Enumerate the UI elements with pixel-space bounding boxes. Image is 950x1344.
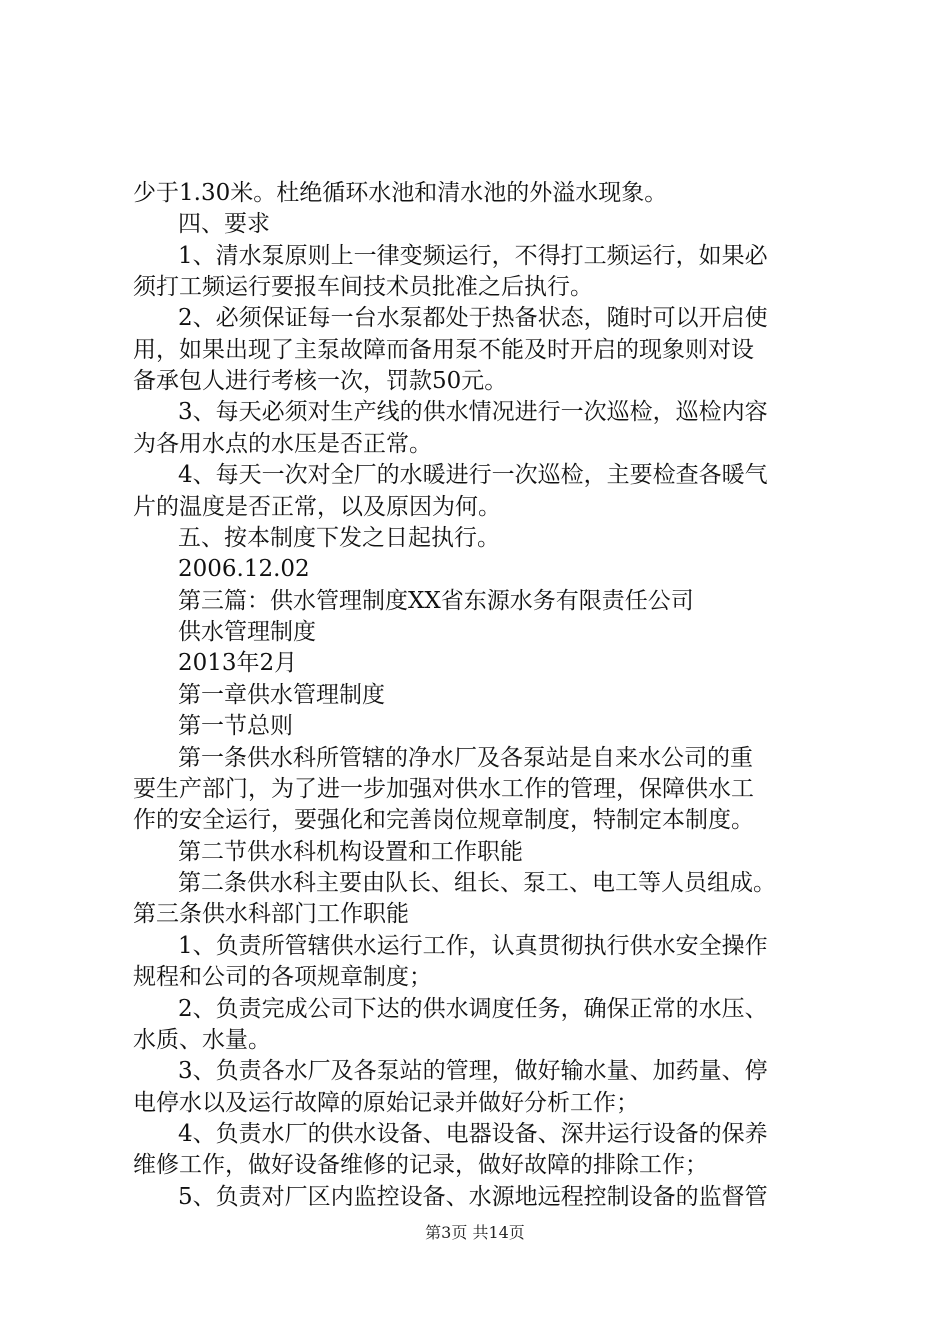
text-line: 3、每天必须对生产线的供水情况进行一次巡检，巡检内容 xyxy=(178,399,768,425)
page-number-footer: 第3页 共14页 xyxy=(425,1223,525,1242)
text-line: 1、清水泵原则上一律变频运行，不得打工频运行，如果必 xyxy=(178,243,768,269)
text-line: 第二条供水科主要由队长、组长、泵工、电工等人员组成。 xyxy=(178,870,776,896)
text-line: 备承包人进行考核一次，罚款50元。 xyxy=(133,368,508,394)
section-heading: 第一节总则 xyxy=(178,713,293,739)
text-line: 电停水以及运行故障的原始记录并做好分析工作； xyxy=(133,1090,639,1116)
section-heading: 四、要求 xyxy=(178,211,270,237)
section-heading: 五、按本制度下发之日起执行。 xyxy=(178,525,500,551)
text-line: 3、负责各水厂及各泵站的管理，做好输水量、加药量、停 xyxy=(178,1058,768,1084)
section-heading: 第二节供水科机构设置和工作职能 xyxy=(178,839,523,865)
text-line: 1、负责所管辖供水运行工作，认真贯彻执行供水安全操作 xyxy=(178,933,768,959)
text-line: 维修工作，做好设备维修的记录，做好故障的排除工作； xyxy=(133,1152,708,1178)
text-line: 2、必须保证每一台水泵都处于热备状态，随时可以开启使 xyxy=(178,305,768,331)
text-line: 片的温度是否正常，以及原因为何。 xyxy=(133,494,501,520)
text-line: 要生产部门，为了进一步加强对供水工作的管理，保障供水工 xyxy=(133,776,754,802)
text-line: 5、负责对厂区内监控设备、水源地远程控制设备的监督管 xyxy=(178,1184,768,1210)
chapter-heading: 第一章供水管理制度 xyxy=(178,682,385,708)
text-line: 4、负责水厂的供水设备、电器设备、深井运行设备的保养 xyxy=(178,1121,768,1147)
text-line: 规程和公司的各项规章制度； xyxy=(133,964,432,990)
text-line: 用，如果出现了主泵故障而备用泵不能及时开启的现象则对设 xyxy=(133,337,754,363)
date-line: 2013年2月 xyxy=(178,650,298,676)
text-line: 作的安全运行，要强化和完善岗位规章制度，特制定本制度。 xyxy=(133,807,754,833)
text-line: 水质、水量。 xyxy=(133,1027,271,1053)
text-line: 少于1.30米。杜绝循环水池和清水池的外溢水现象。 xyxy=(133,180,668,206)
document-title: 供水管理制度 xyxy=(178,619,316,645)
text-line: 4、每天一次对全厂的水暖进行一次巡检，主要检查各暖气 xyxy=(178,462,768,488)
date-line: 2006.12.02 xyxy=(178,556,310,582)
text-line: 第一条供水科所管辖的净水厂及各泵站是自来水公司的重 xyxy=(178,745,753,771)
text-line: 2、负责完成公司下达的供水调度任务，确保正常的水压、 xyxy=(178,996,768,1022)
text-line: 须打工频运行要报车间技术员批准之后执行。 xyxy=(133,274,593,300)
text-line: 为各用水点的水压是否正常。 xyxy=(133,431,432,457)
text-line: 第三条供水科部门工作职能 xyxy=(133,901,409,927)
chapter-heading: 第三篇：供水管理制度XX省东源水务有限责任公司 xyxy=(178,588,694,614)
